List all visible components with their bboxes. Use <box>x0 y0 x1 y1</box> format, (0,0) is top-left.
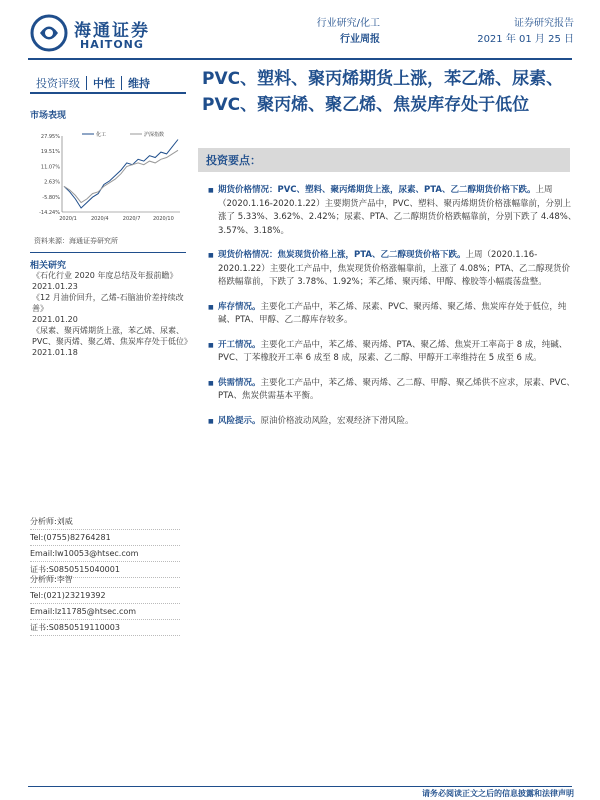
related-item-title[interactable]: 《尿素、聚丙烯期货上涨，苯乙烯、尿素、PVC、聚丙烯、聚乙烯、焦炭库存处于低位》 <box>32 326 192 346</box>
x-tick-label: 2020/7 <box>122 216 141 222</box>
related-item[interactable] <box>32 270 190 292</box>
key-point-lead: 现货价格情况：焦炭现货价格上涨，PTA、乙二醇现货价格下跌。 <box>218 250 466 260</box>
related-item-date: 2021.01.18 <box>32 348 78 357</box>
analyst-email[interactable]: Email:lz11785@htsec.com <box>30 604 180 620</box>
analyst-name: 分析师:李智 <box>30 572 180 588</box>
series-line-1 <box>64 150 178 202</box>
analyst-name: 分析师:刘威 <box>30 514 180 530</box>
key-point <box>208 301 578 328</box>
y-tick-label: 19.51% <box>40 149 60 156</box>
footer-disclaimer: 请务必阅读正文之后的信息披露和法律声明 <box>422 789 574 798</box>
investment-rating <box>30 74 186 94</box>
key-point <box>208 339 578 366</box>
related-item-date: 2021.01.20 <box>32 315 78 324</box>
key-point <box>208 415 578 429</box>
y-tick-label: -5.80% <box>42 194 60 201</box>
market-heading: 市场表现 <box>30 111 67 121</box>
report-type: 行业周报 <box>340 34 380 45</box>
analyst-card <box>30 572 180 636</box>
key-point-lead: 库存情况。 <box>218 301 261 312</box>
analyst-email[interactable]: Email:lw10053@htsec.com <box>30 546 180 562</box>
company-logo <box>28 14 178 54</box>
industry-label: 行业研究/化工 <box>316 18 380 29</box>
related-list <box>32 270 190 358</box>
y-tick-label: 27.95% <box>40 134 60 140</box>
chart-divider <box>30 252 186 253</box>
related-item[interactable] <box>32 325 190 358</box>
legend-label: 化工 <box>96 132 107 138</box>
footer-divider <box>28 786 572 787</box>
key-points-list <box>208 184 578 439</box>
key-point-lead: 供需情况。 <box>218 377 261 388</box>
y-tick-label: 2.63% <box>44 179 60 186</box>
rating-label: 投资评级 <box>36 77 80 90</box>
logo-chinese-name: 海通证券 <box>74 21 150 41</box>
chart-source: 资料来源：海通证券研究所 <box>34 237 118 245</box>
logo-english-name: HAITONG <box>80 38 144 51</box>
rating-change: 维持 <box>128 77 150 90</box>
analyst-cert: 证书:S0850515040001 <box>30 562 180 578</box>
analyst-cert: 证书:S0850519110003 <box>30 620 180 636</box>
y-tick-label: 11.07% <box>40 164 60 171</box>
key-point-body: 主要化工产品中，苯乙烯、聚丙烯、乙二醇、甲醇、聚乙烯供不应求，尿素、PVC、PTA、焦炭供需基本平衡。 <box>218 377 575 401</box>
report-date: 2021 年 01 月 25 日 <box>477 34 574 45</box>
x-tick-label: 2020/10 <box>153 216 174 222</box>
logo-emblem-icon <box>28 14 70 52</box>
report-label: 证券研究报告 <box>514 18 574 29</box>
analyst-card <box>30 514 180 578</box>
related-heading: 相关研究 <box>30 261 67 271</box>
header-divider <box>28 58 572 60</box>
key-points-header <box>198 148 570 172</box>
legend-label: 沪深指数 <box>144 132 165 138</box>
report-title: PVC、塑料、聚丙烯期货上涨，苯乙烯、尿素、PVC、聚丙烯、聚乙烯、焦炭库存处于低位 <box>202 69 564 115</box>
key-point <box>208 377 578 404</box>
related-item[interactable] <box>32 292 190 325</box>
key-point-lead: 开工情况。 <box>218 339 261 350</box>
report-meta <box>477 16 574 48</box>
key-point <box>208 184 578 238</box>
rating-value: 中性 <box>93 77 115 90</box>
analyst-tel: Tel:(0755)82764281 <box>30 530 180 546</box>
key-point-lead: 风险提示。 <box>218 415 261 426</box>
key-points-heading: 投资要点： <box>206 154 261 167</box>
y-tick-label: -14.24% <box>39 210 60 216</box>
key-point-body: 上周（2020.1.16-2020.1.22）主要期货产品中，PVC、塑料、聚丙烯期货价格涨幅靠前，分别上涨了 5.33%、3.62%、2.42%；尿素、PTA、乙二醇期货价格跌幅靠前，分别下跌了 4.48%、3.57%、3.18%。 <box>218 185 577 236</box>
x-tick-label: 2020/1 <box>59 216 77 222</box>
related-item-title[interactable]: 《石化行业 2020 年度总结及年报前瞻》 <box>32 271 178 280</box>
market-chart <box>30 128 186 232</box>
key-point-body: 上周（2020.1.16-2020.1.22）主要化工产品中，焦炭现货价格涨幅靠前，上涨了 4.08%；PTA、乙二醇现货价格跌幅靠前，下跌了 3.78%、1.92%；苯乙烯、聚丙烯、甲醇、橡胶等小幅震荡盘整。 <box>218 250 570 287</box>
related-item-title[interactable]: 《12 月油价回升，乙烯-石脑油价差持续改善》 <box>32 293 184 313</box>
market-chart-svg <box>30 128 186 232</box>
analyst-tel: Tel:(021)23219392 <box>30 588 180 604</box>
key-point-body: 原油价格波动风险，宏观经济下滑风险。 <box>260 415 414 426</box>
report-category <box>270 16 380 48</box>
x-tick-label: 2020/4 <box>91 216 109 222</box>
key-point-lead: 期货价格情况：PVC、塑料、聚丙烯期货上涨，尿素、PTA、乙二醇期货价格下跌。 <box>218 185 536 195</box>
related-item-date: 2021.01.23 <box>32 282 78 291</box>
key-point-body: 主要化工产品中，苯乙烯、尿素、PVC、聚丙烯、聚乙烯、焦炭库存处于低位，纯碱、PTA、甲醇、乙二醇库存较多。 <box>218 301 567 325</box>
key-point-body: 主要化工产品中，苯乙烯、聚丙烯、PTA、聚乙烯、焦炭开工率高于 8 成，纯碱、PVC、丁苯橡胶开工率 6 成至 8 成，尿素、乙二醇、甲醇开工率维持在 5 成至 6 成。 <box>218 339 568 363</box>
key-point <box>208 249 578 290</box>
